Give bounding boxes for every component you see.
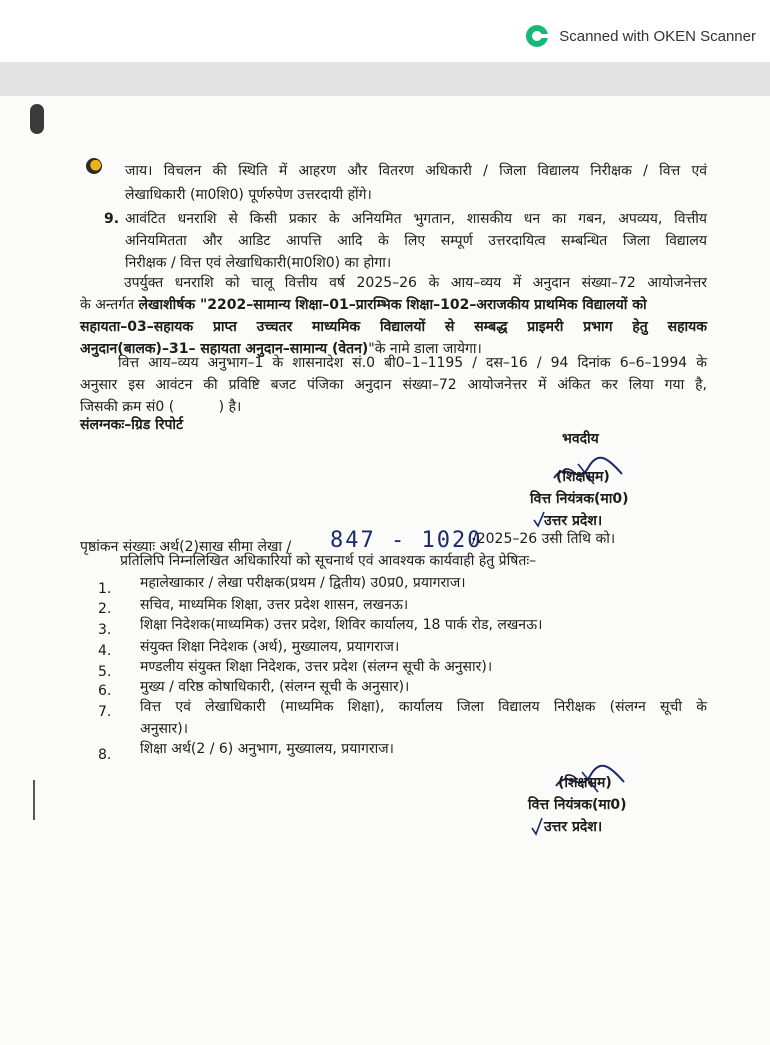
grey-band <box>0 62 770 96</box>
punch-hole <box>30 104 44 134</box>
copy-item-number: 1. <box>98 581 112 597</box>
copy-item-number: 3. <box>98 622 112 638</box>
copy-item-number: 8. <box>98 747 112 763</box>
closing-bhavdiya: भवदीय <box>562 431 599 447</box>
copy-item-text: संयुक्त शिक्षा निदेशक (अर्थ), मुख्यालय, प्रयागराज। <box>140 639 400 655</box>
item9-number: 9. <box>104 211 120 227</box>
copy-item-number: 6. <box>98 683 112 699</box>
budget-line2 <box>80 294 707 316</box>
copy-item-number: 7. <box>98 704 112 720</box>
copy-item-text: मुख्य / वरिष्ठ कोषाधिकारी, (संलग्न सूची के अनुसार)। <box>140 679 410 695</box>
endorsement-prefix: पृष्ठांकन संख्याः अर्थ(2)साख सीमा लेखा / <box>80 539 292 555</box>
handwritten-number: 847 - 1020 <box>330 528 483 553</box>
copy-item-text: सचिव, माध्यमिक शिक्षा, उत्तर प्रदेश शासन, लखनऊ। <box>140 597 409 613</box>
item9-line2: अनियमितता और आडिट आपत्ति आदि के लिए सम्पूर्ण उत्तरदायित्व सम्बन्धित जिला विद्यालय <box>125 233 707 249</box>
stain-mark <box>86 158 102 174</box>
tick-mark-2-icon <box>530 816 544 836</box>
oken-scanner-logo-icon <box>525 24 549 48</box>
copy-item-text: वित्त एवं लेखाधिकारी (माध्यमिक शिक्षा), कार्यालय जिला विद्यालय निरीक्षक (संलग्न सूची के <box>140 699 707 715</box>
signature1-designation: वित्त नियंत्रक(मा0) <box>530 491 629 507</box>
signature2-name: (शिक्षसम) <box>558 775 612 791</box>
finance-line2: अनुसार इस आवंटन की प्रविष्टि बजट पंजिका अनुदान संख्या–72 आयोजनेत्तर में अंकित कर लिया गया है, <box>80 377 707 393</box>
endorsement-suffix: /2025–26 उसी तिथि को। <box>472 531 616 547</box>
signature1-name: (शिक्षसम) <box>556 469 610 485</box>
item9-line3: निरीक्षक / वित्त एवं लेखाधिकारी(मा0शि0) का होगा। <box>125 255 392 271</box>
tick-mark-1-icon <box>532 510 546 528</box>
copy-item-number: 2. <box>98 601 112 617</box>
copy-item-number: 4. <box>98 643 112 659</box>
copy-item-text: शिक्षा अर्थ(2 / 6) अनुभाग, मुख्यालय, प्रयागराज। <box>140 741 394 757</box>
signature2-place: उत्तर प्रदेश। <box>544 819 603 835</box>
budget-line4-rest: "के नामे डाला जायेगा। <box>368 341 482 357</box>
scanner-header <box>0 0 770 62</box>
copy-intro: प्रतिलिपि निम्नलिखित अधिकारियों को सूचनार्थ एवं आवश्यक कार्यवाही हेतु प्रेषितः– <box>120 553 537 569</box>
copy-item-text: महालेखाकार / लेखा परीक्षक(प्रथम / द्वितीय) उ0प्र0, प्रयागराज। <box>140 575 466 591</box>
copy-item-text-cont: अनुसार)। <box>140 721 189 737</box>
budget-line1: उपर्युक्त धनराशि को चालू वित्तीय वर्ष 2025–26 के आय–व्यय में अनुदान संख्या–72 आयोजनेत्तर <box>124 275 707 291</box>
budget-head-of-account: लेखाशीर्षक "2202–सामान्य शिक्षा–01–प्रारम्भिक शिक्षा–102–अराजकीय प्राथमिक विद्यालयों को <box>138 297 647 313</box>
signature1-place: उत्तर प्रदेश। <box>544 513 603 529</box>
finance-line1: वित्त आय–व्यय अनुभाग–1 के शासनादेश सं.0 बी0–1–1195 / दस–16 / 94 दिनांक 6–6–1994 के <box>118 355 707 371</box>
budget-line4-bold: अनुदान(बालक)–31– सहायता अनुदान–सामान्य (वेतन) <box>80 341 369 357</box>
para-cont-line1: जाय। विचलन की स्थिति में आहरण और वितरण अधिकारी / जिला विद्यालय निरीक्षक / वित्त एवं <box>125 163 707 179</box>
copy-item-number: 5. <box>98 664 112 680</box>
signature2-designation: वित्त नियंत्रक(मा0) <box>528 797 627 813</box>
scanner-badge <box>525 24 756 48</box>
budget-line3: सहायता–03–सहायक प्राप्त उच्चतर माध्यमिक विद्यालयों से सम्बद्ध प्राइमरी प्रभाग हेतु सहायक <box>80 319 707 335</box>
scanner-label: Scanned with OKEN Scanner <box>559 27 756 45</box>
budget-line2-pre: के अन्तर्गत <box>80 297 139 313</box>
enclosure-line: संलग्नकः–ग्रिड रिपोर्ट <box>80 417 184 433</box>
para-cont-line2: लेखाधिकारी (मा0शि0) पूर्णरुपेण उत्तरदायी होंगे। <box>125 187 372 203</box>
item9-line1: आवंटित धनराशि से किसी प्रकार के अनियमित भुगतान, शासकीय धन का गबन, अपव्यय, वित्तीय <box>125 211 707 227</box>
copy-item-text: मण्डलीय संयुक्त शिक्षा निदेशक, उत्तर प्रदेश (संलग्न सूची के अनुसार)। <box>140 659 493 675</box>
edge-mark <box>33 780 35 820</box>
copy-item-text: शिक्षा निदेशक(माध्यमिक) उत्तर प्रदेश, शिविर कार्यालय, 18 पार्क रोड, लखनऊ। <box>140 617 543 633</box>
finance-line3: जिसकी क्रम सं0 ( ) है। <box>80 399 242 415</box>
